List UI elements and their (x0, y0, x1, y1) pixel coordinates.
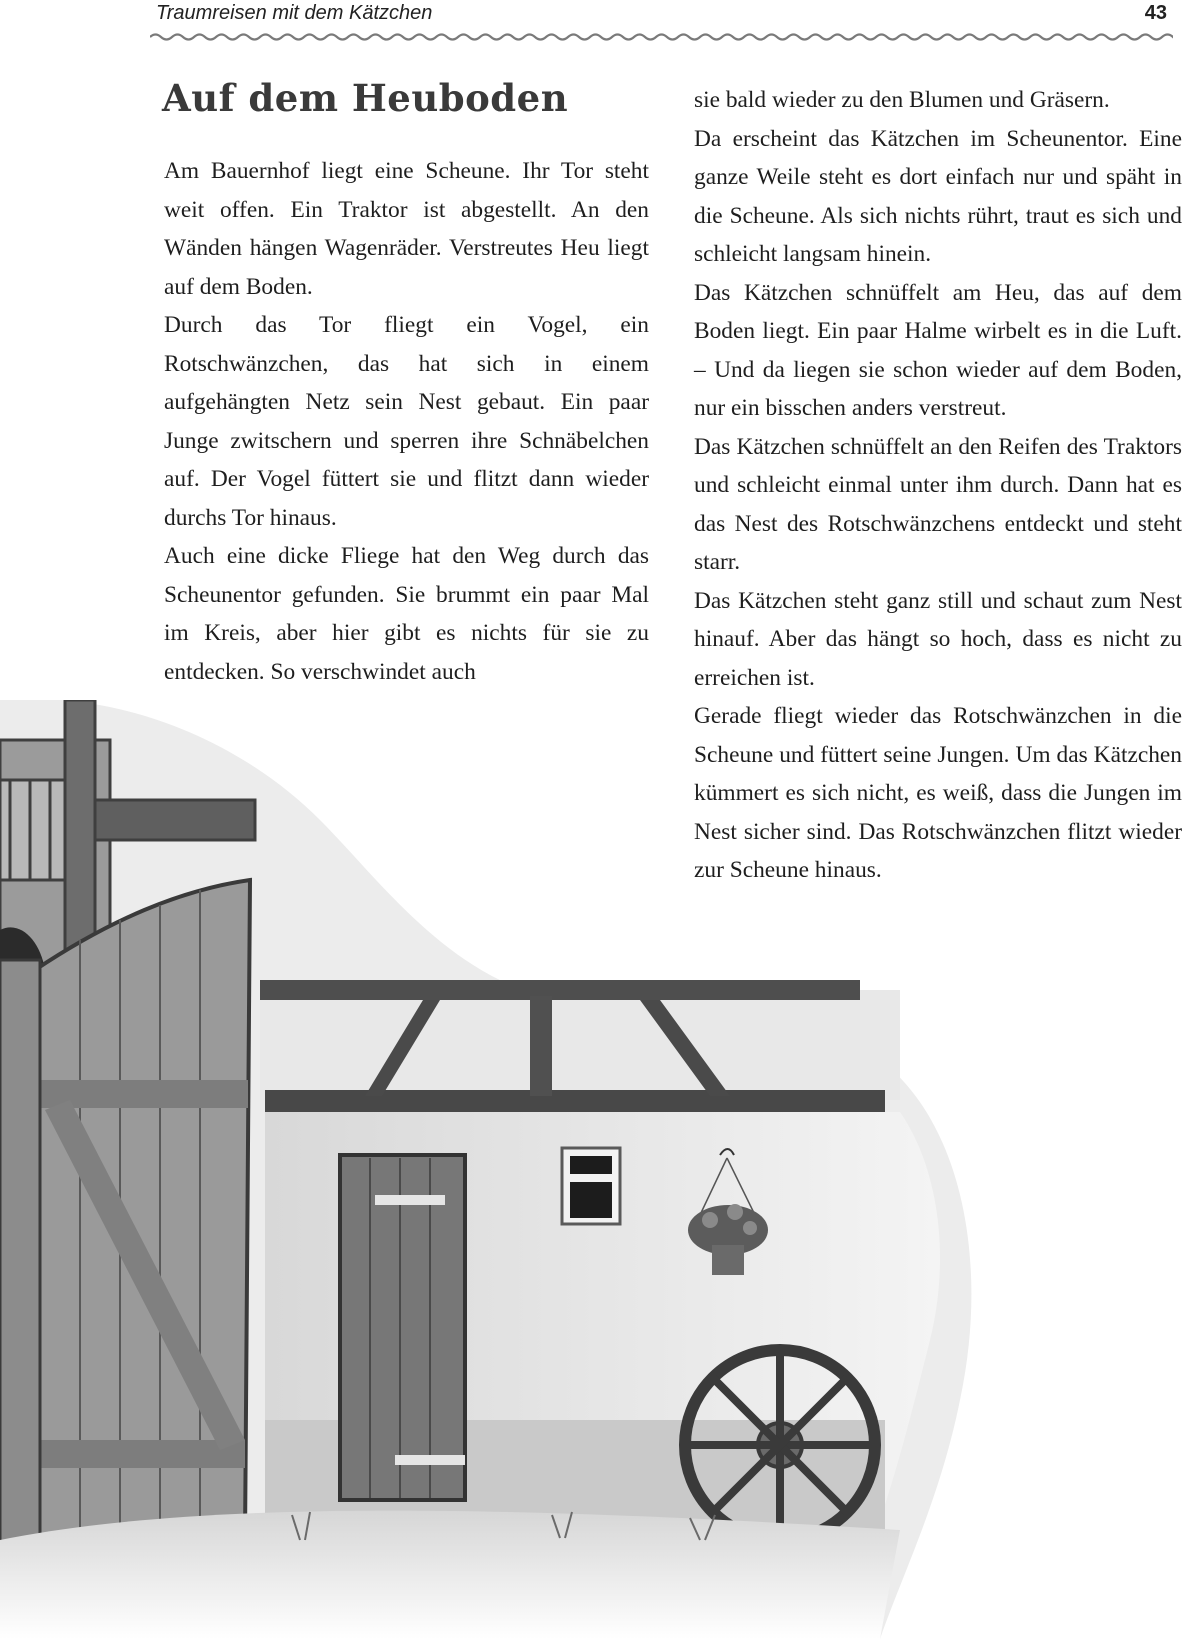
chapter-title: Auf dem Heuboden (162, 76, 569, 120)
plank-door (340, 1155, 465, 1500)
paragraph: Das Kätzchen steht ganz still und schaut zum Nest hinauf. Aber das hängt so hoch, dass es nicht zu erreichen ist. (694, 587, 1182, 691)
barn-illustration (0, 700, 1183, 1639)
paragraph: Durch das Tor fliegt ein Vogel, ein Rotschwänzchen, das hat sich in einem aufgehängten Netz sein Nest gebaut. Ein paar Junge zwitschern und sperren ihre Schnäbelchen auf. Der Vogel füttert sie und flitzt dann wieder durchs Tor hinaus. (164, 312, 649, 531)
wavy-rule-divider (150, 30, 1173, 44)
left-text-column (164, 152, 649, 691)
paragraph: Das Kätzchen schnüffelt am Heu, das auf dem Boden liegt. Ein paar Halme wirbelt es in die Luft. – Und da liegen sie schon wieder auf dem Boden, nur ein bisschen anders verstreut. (694, 279, 1182, 421)
wagon-wheel (685, 1350, 875, 1540)
paragraph: Da erscheint das Kätzchen im Scheunentor. Eine ganze Weile steht es dort einfach nur und späht in die Scheune. Als sich nichts rührt, traut es sich und schleicht langsam hinein. (694, 125, 1182, 267)
running-title: Traumreisen mit dem Kätzchen (156, 2, 433, 24)
paragraph: Gerade fliegt wieder das Rotschwänzchen in die Scheune und füttert seine Jungen. Um das Kätzchen kümmert es sich nicht, es weiß, dass die Jungen im Nest sicher sind. Das Rotschwänzchen flitzt wieder zur Scheune hinaus. (694, 703, 1182, 883)
paragraph: Das Kätzchen schnüffelt an den Reifen des Traktors und schleicht einmal unter ihm durch. Dann hat es das Nest des Rotschwänzchens entdeckt und steht starr. (694, 433, 1182, 575)
page-number: 43 (1144, 2, 1167, 24)
paragraph: Am Bauernhof liegt eine Scheune. Ihr Tor steht weit offen. Ein Traktor ist abgestellt. An den Wänden hängen Wagenräder. Verstreutes Heu liegt auf dem Boden. (164, 158, 649, 300)
paragraph: Auch eine dicke Fliege hat den Weg durch das Scheunentor gefunden. Sie brummt ein paar Mal im Kreis, aber hier gibt es nichts für sie zu entdecken. So verschwindet auch (164, 543, 649, 685)
paragraph: sie bald wieder zu den Blumen und Gräsern. (694, 87, 1110, 113)
barn-window (562, 1148, 620, 1224)
ground (0, 1511, 900, 1639)
running-head (150, 0, 1173, 30)
barn-gate (0, 880, 250, 1600)
timber-wall (260, 980, 900, 1114)
